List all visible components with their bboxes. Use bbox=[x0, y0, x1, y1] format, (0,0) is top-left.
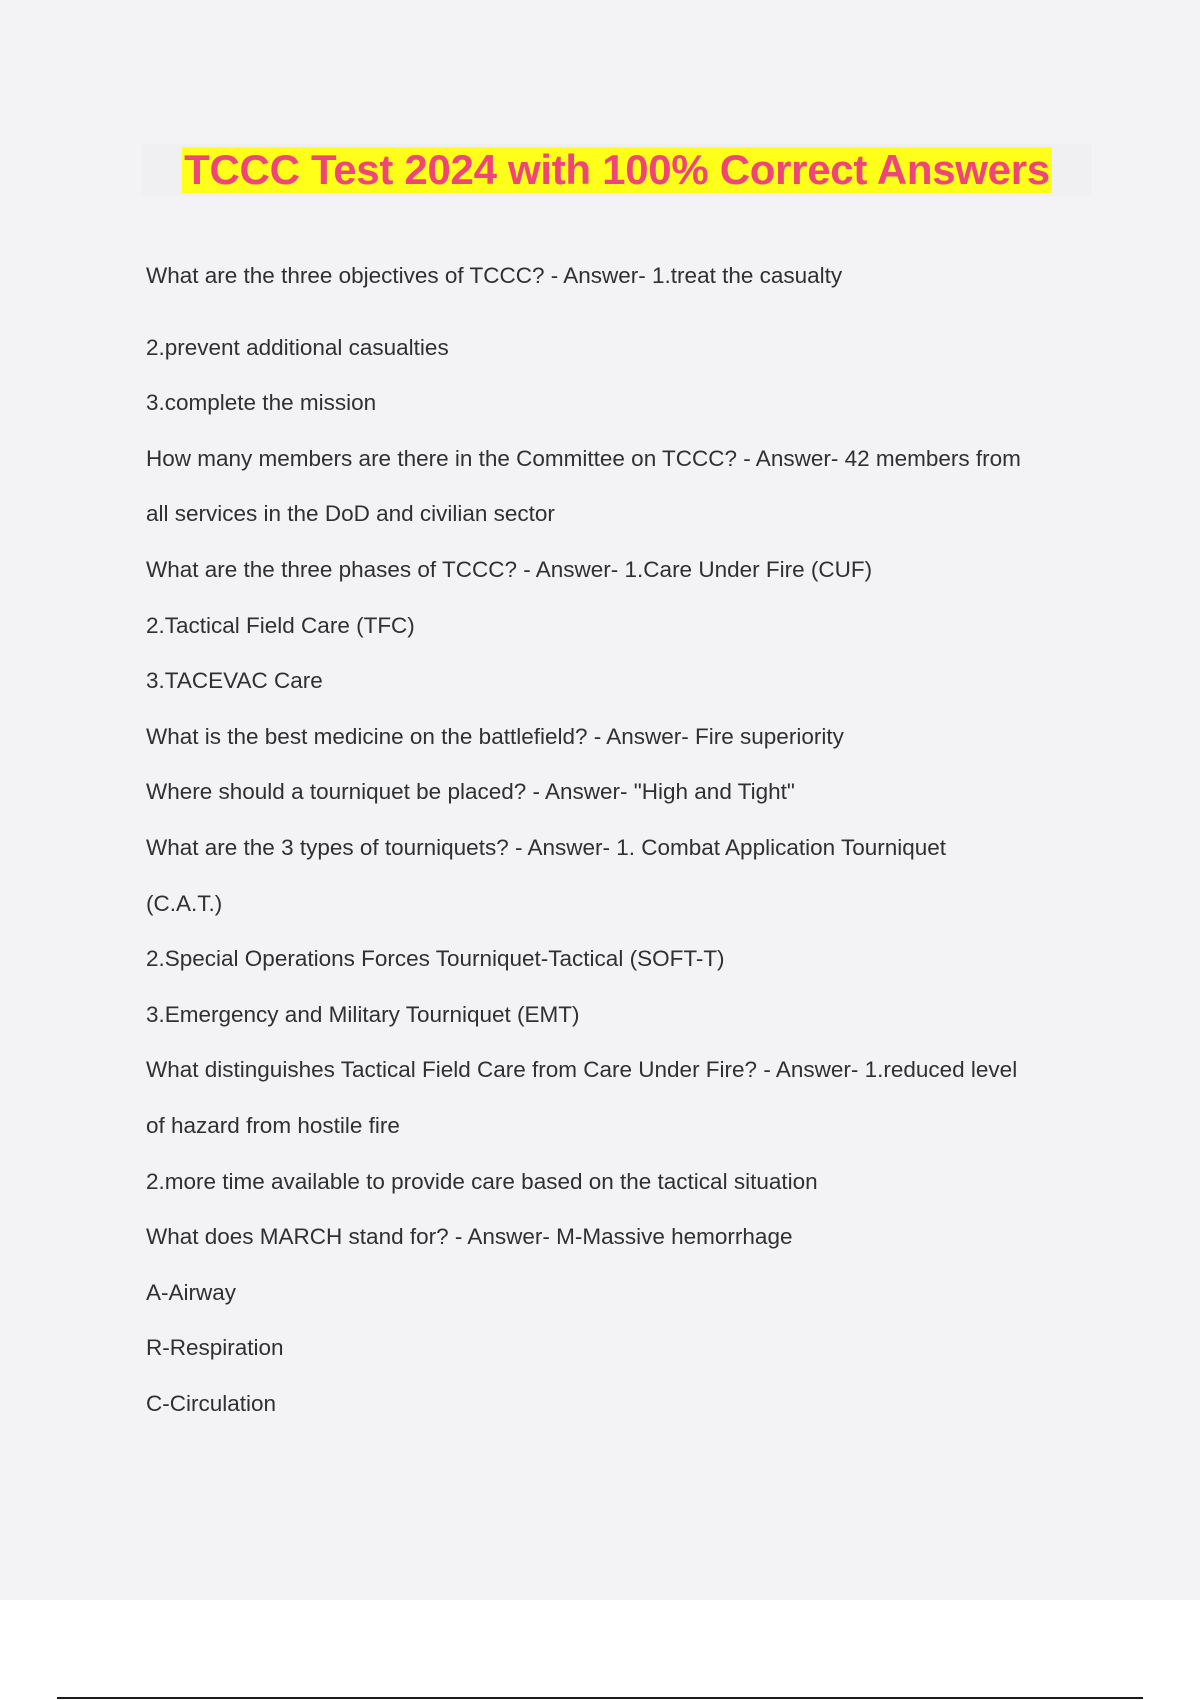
qa-line: 3.TACEVAC Care bbox=[146, 668, 323, 693]
qa-line: 2.Special Operations Forces Tourniquet-Tactical (SOFT-T) bbox=[146, 946, 725, 971]
qa-line: 2.prevent additional casualties bbox=[146, 335, 449, 360]
qa-line: 3.complete the mission bbox=[146, 390, 377, 415]
qa-line: What is the best medicine on the battlefield? - Answer- Fire superiority bbox=[146, 724, 844, 749]
qa-line: (C.A.T.) bbox=[146, 891, 223, 916]
qa-line: of hazard from hostile fire bbox=[146, 1113, 400, 1138]
qa-line: What are the three phases of TCCC? - Answer- 1.Care Under Fire (CUF) bbox=[146, 557, 873, 582]
qa-line: Where should a tourniquet be placed? - Answer- "High and Tight" bbox=[146, 779, 795, 804]
qa-line: How many members are there in the Committee on TCCC? - Answer- 42 members from bbox=[146, 446, 1021, 471]
qa-line: R-Respiration bbox=[146, 1335, 284, 1360]
qa-line: What are the 3 types of tourniquets? - Answer- 1. Combat Application Tourniquet bbox=[146, 835, 947, 860]
qa-line: C-Circulation bbox=[146, 1391, 277, 1416]
page-footer bbox=[0, 1600, 1200, 1700]
qa-line: 2.Tactical Field Care (TFC) bbox=[146, 613, 415, 638]
qa-line: all services in the DoD and civilian sector bbox=[146, 501, 555, 526]
document-title: TCCC Test 2024 with 100% Correct Answers bbox=[184, 146, 1050, 193]
qa-line: What distinguishes Tactical Field Care from Care Under Fire? - Answer- 1.reduced level bbox=[146, 1057, 1018, 1082]
qa-line: 2.more time available to provide care based on the tactical situation bbox=[146, 1169, 818, 1194]
title-banner bbox=[142, 144, 1092, 196]
qa-line: 3.Emergency and Military Tourniquet (EMT) bbox=[146, 1002, 580, 1027]
footer-divider bbox=[57, 1697, 1143, 1699]
qa-line: A-Airway bbox=[146, 1280, 237, 1305]
qa-line: What does MARCH stand for? - Answer- M-Massive hemorrhage bbox=[146, 1224, 793, 1249]
qa-line: What are the three objectives of TCCC? - Answer- 1.treat the casualty bbox=[146, 263, 843, 288]
